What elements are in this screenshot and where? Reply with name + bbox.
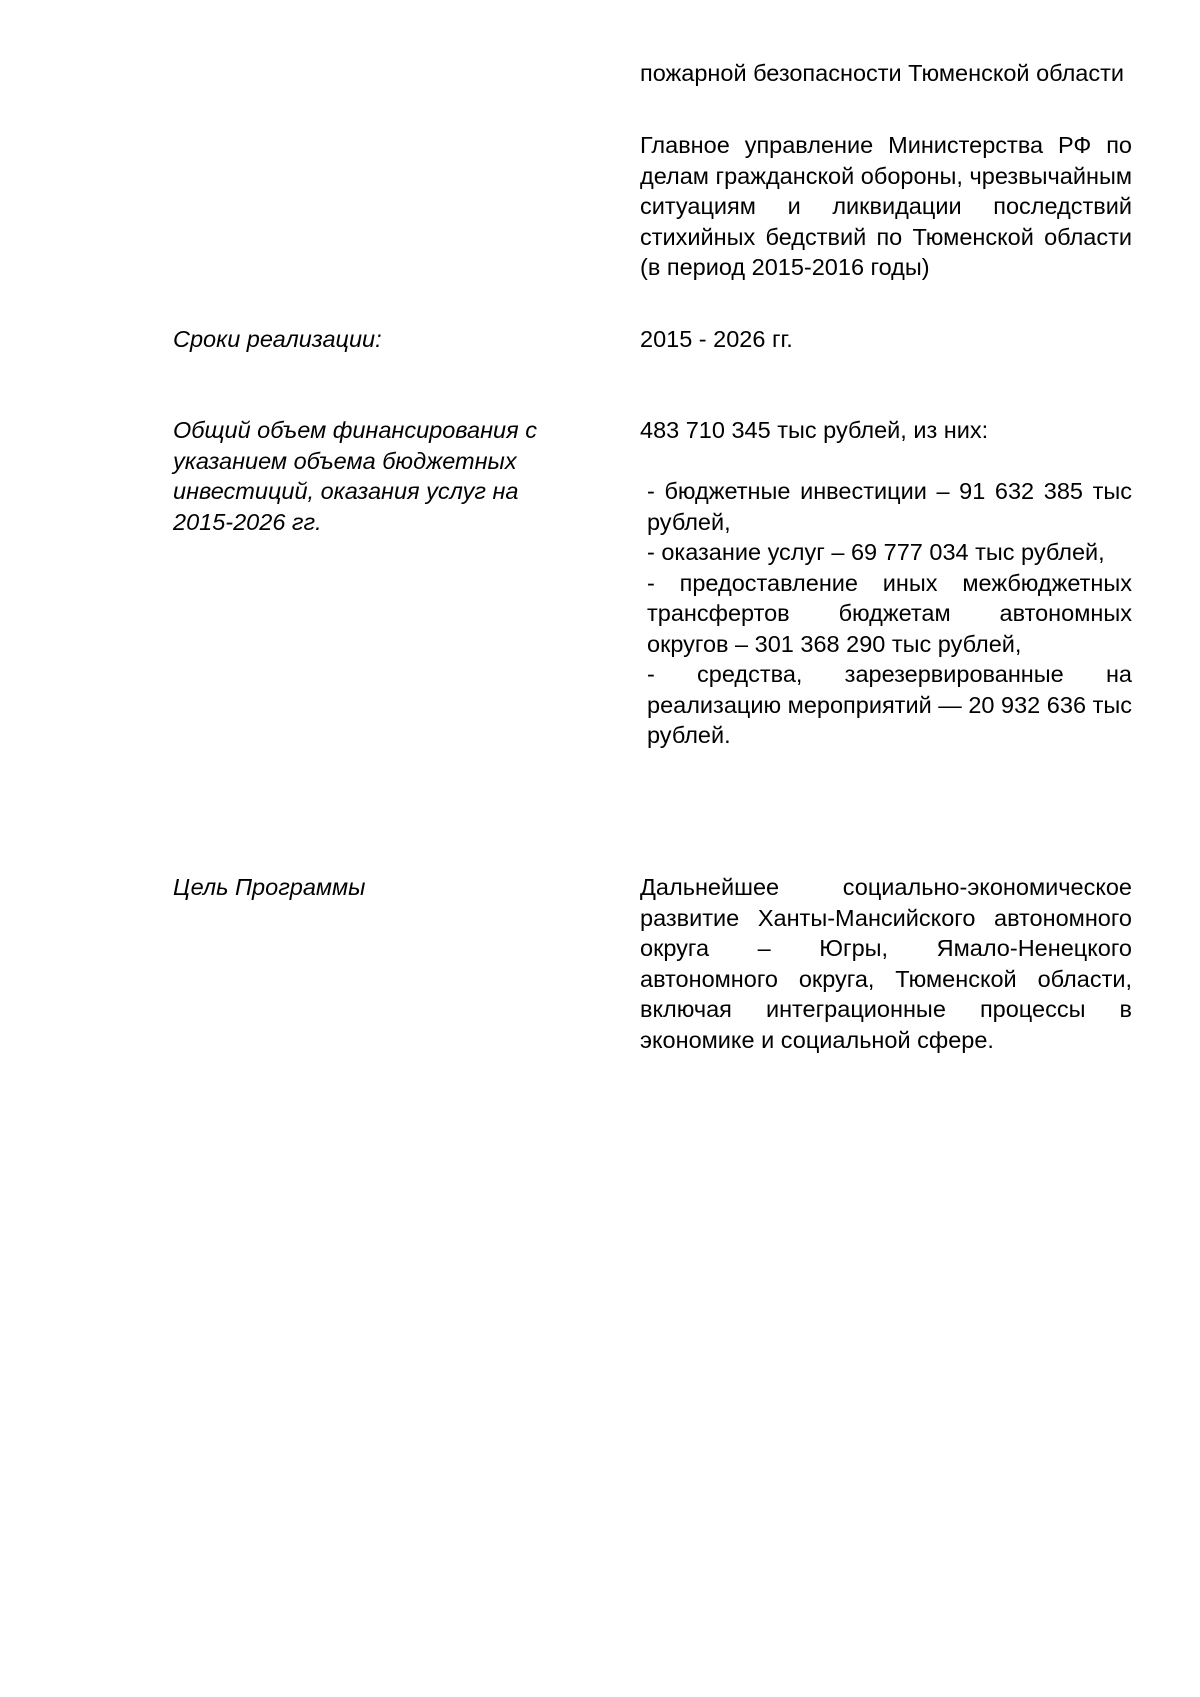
responsible-paragraph-2: Главное управление Министерства РФ по делам гражданской обороны, чрезвычайным ситуациям и ликвидации последствий стихийных бедствий по Тюменской области (в период 2015-2016 годы) [640,132,1132,280]
responsible-paragraph-1: пожарной безопасности Тюменской области [640,60,1124,86]
goal-value: Дальнейшее социально-экономическое развитие Ханты-Мансийского автономного округа – Югры, Ямало-Ненецкого автономного округа, Тюменской области, включая интеграционные процессы в экономике и социальной сфере. [640,874,1132,1053]
financing-item-services: - оказание услуг – 69 777 034 тыс рублей, [647,539,1105,565]
goal-label: Цель Программы [173,874,366,900]
financing-item-reserved: - средства, зарезервированные на реализацию мероприятий — 20 932 636 тыс рублей. [647,661,1132,748]
financing-item-transfers: - предоставление иных межбюджетных трансфертов бюджетам автономных округов – 301 368 290 тыс рублей, [647,569,1132,657]
terms-label: Сроки реализации: [173,326,382,352]
financing-breakdown-list [647,476,1132,751]
financing-item-budget-investments: - бюджетные инвестиции – 91 632 385 тыс рублей, [647,478,1132,535]
terms-value: 2015 - 2026 гг. [640,326,793,352]
financing-label: Общий объем финансирования с указанием объема бюджетных инвестиций, оказания услуг на 2015-2026 гг. [173,417,537,535]
financing-total: 483 710 345 тыс рублей, из них: [640,417,989,443]
